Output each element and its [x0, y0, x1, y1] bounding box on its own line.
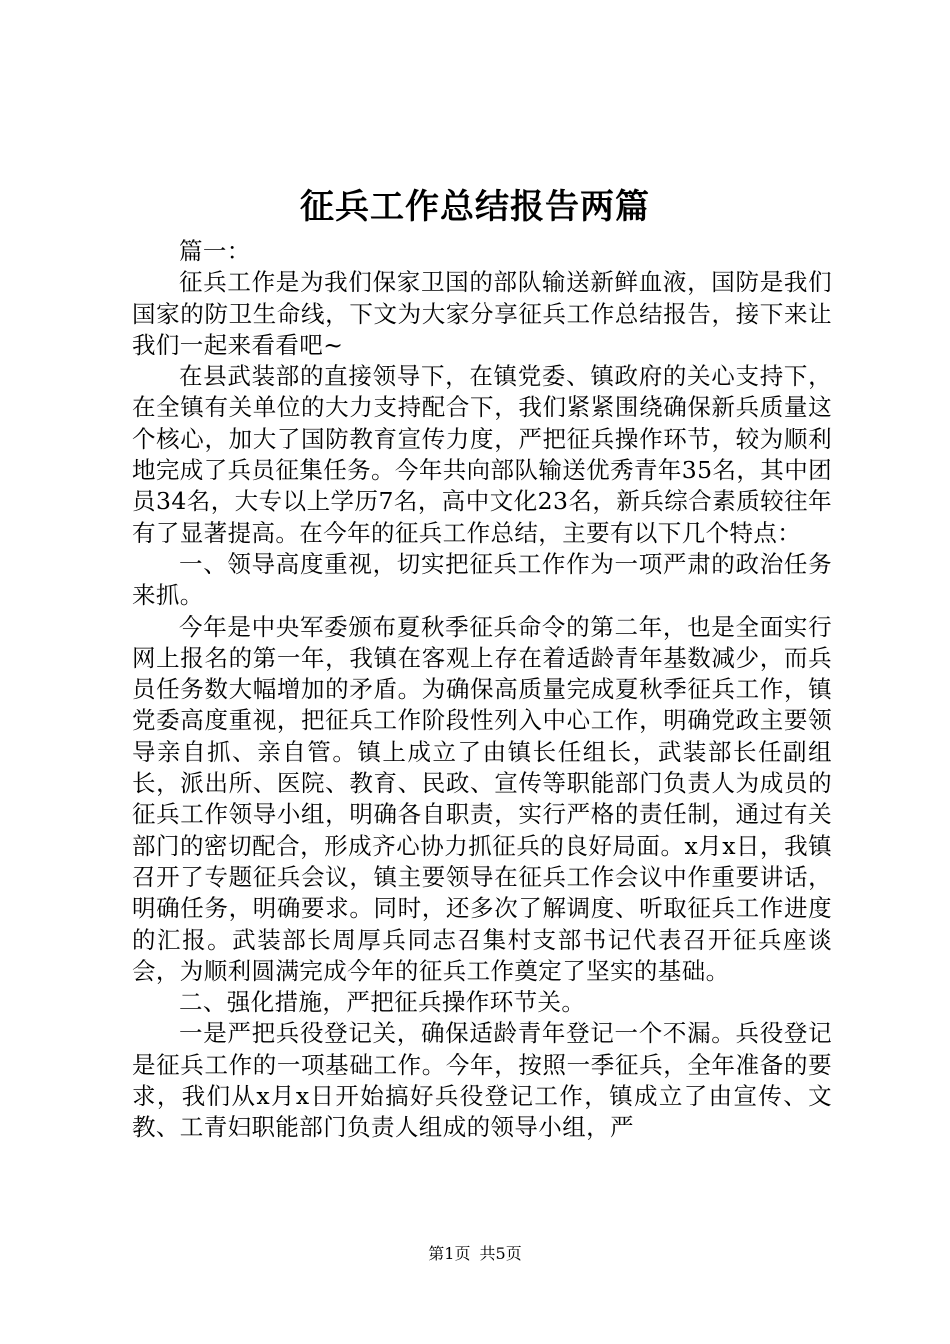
paragraph-registration: 一是严把兵役登记关，确保适龄青年登记一个不漏。兵役登记是征兵工作的一项基础工作。今年，按照一季征兵，全年准备的要求，我们从x月x日开始搞好兵役登记工作，镇成立了由宣传、文教、工青妇职能部门负责人组成的领导小组，严 [132, 1019, 832, 1142]
paragraph-section-label: 篇一： [179, 237, 251, 265]
paragraph-leadership: 今年是中央军委颁布夏秋季征兵命令的第二年，也是全面实行网上报名的第一年，我镇在客观上存在着适龄青年基数减少，而兵员任务数大幅增加的矛盾。为确保高质量完成夏秋季征兵工作，镇党委高度重视，把征兵工作阶段性列入中心工作，明确党政主要领导亲自抓、亲自管。镇上成立了由镇长任组长，武装部长任副组长，派出所、医院、教育、民政、宣传等职能部门负责人为成员的征兵工作领导小组，明确各自职责，实行严格的责任制，通过有关部门的密切配合，形成齐心协力抓征兵的良好局面。x月x日，我镇召开了专题征兵会议，镇主要领导在征兵工作会议中作重要讲话，明确任务，明确要求。同时，还多次了解调度、听取征兵工作进度的汇报。武装部长周厚兵同志召集村支部书记代表召开征兵座谈会，为顺利圆满完成今年的征兵工作奠定了坚实的基础。 [132, 612, 832, 985]
paragraph-heading-one: 一、领导高度重视，切实把征兵工作作为一项严肃的政治任务来抓。 [132, 549, 832, 610]
paragraph-heading-two: 二、强化措施，严把征兵操作环节关。 [179, 988, 586, 1017]
paragraph-intro: 征兵工作是为我们保家卫国的部队输送新鲜血液，国防是我们国家的防卫生命线，下文为大家分享征兵工作总结报告，接下来让我们一起来看看吧~ [132, 268, 832, 359]
document-body [132, 236, 832, 1144]
document-title: 征兵工作总结报告两篇 [300, 187, 650, 227]
page-total: 共5页 [479, 1244, 522, 1263]
page-footer [0, 1243, 950, 1265]
paragraph-summary: 在县武装部的直接领导下，在镇党委、镇政府的关心支持下，在全镇有关单位的大力支持配合下，我们紧紧围绕确保新兵质量这个核心，加大了国防教育宣传力度，严把征兵操作环节，较为顺利地完成了兵员征集任务。今年共向部队输送优秀青年35名，其中团员34名，大专以上学历7名，高中文化23名，新兵综合素质较往年有了显著提高。在今年的征兵工作总结，主要有以下几个特点： [132, 362, 832, 547]
page-number: 第1页 [428, 1244, 471, 1263]
